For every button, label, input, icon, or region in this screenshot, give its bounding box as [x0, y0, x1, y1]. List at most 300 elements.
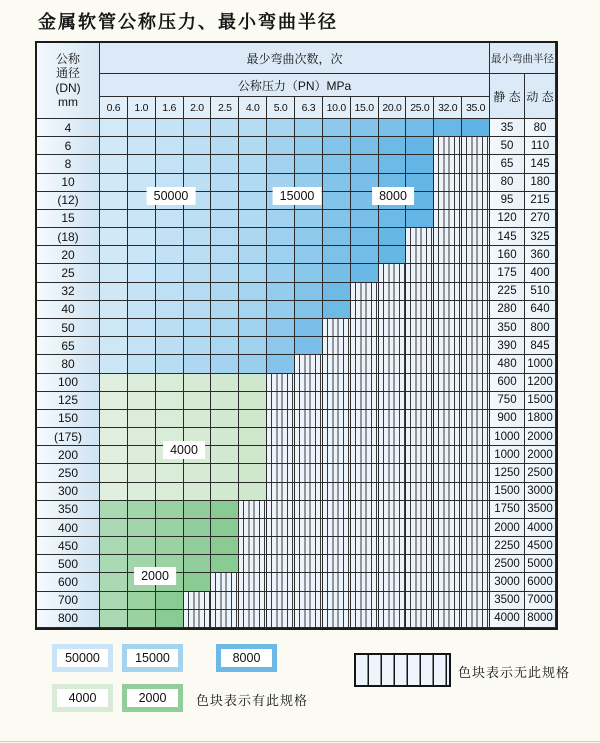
no-spec-cell: [434, 155, 462, 173]
spec-cell: [100, 119, 128, 137]
row-dn-label: 80: [37, 355, 100, 373]
no-spec-cell: [462, 446, 490, 464]
spec-cell: [128, 137, 156, 155]
spec-cell: [295, 246, 323, 264]
no-spec-cell: [406, 246, 434, 264]
spec-cell: [100, 283, 128, 301]
spec-cell: [156, 464, 184, 482]
spec-cell: [184, 573, 212, 591]
no-spec-cell: [267, 392, 295, 410]
no-spec-cell: [406, 501, 434, 519]
no-spec-cell: [267, 501, 295, 519]
dynamic-radius-value: 5000: [525, 555, 556, 573]
dynamic-radius-value: 6000: [525, 573, 556, 591]
spec-cell: [267, 264, 295, 282]
no-spec-cell: [351, 301, 379, 319]
row-dn-label: 250: [37, 464, 100, 482]
spec-cell: [211, 264, 239, 282]
static-radius-value: 1750: [490, 501, 525, 519]
spec-cell: [128, 228, 156, 246]
static-radius-value: 1000: [490, 428, 525, 446]
spec-cell: [100, 374, 128, 392]
spec-cell: [184, 483, 212, 501]
spec-cell: [379, 210, 407, 228]
spec-cell: [156, 210, 184, 228]
no-spec-cell: [406, 337, 434, 355]
static-radius-value: 900: [490, 410, 525, 428]
no-spec-cell: [462, 537, 490, 555]
no-spec-cell: [267, 446, 295, 464]
no-spec-cell: [379, 319, 407, 337]
dynamic-radius-value: 360: [525, 246, 556, 264]
spec-cell: [267, 301, 295, 319]
no-spec-cell: [379, 337, 407, 355]
no-spec-cell: [211, 610, 239, 628]
no-spec-cell: [239, 610, 267, 628]
row-dn-label: (12): [37, 192, 100, 210]
spec-cell: [156, 246, 184, 264]
spec-cell: [100, 501, 128, 519]
legend-has-spec-note: 色块表示有此规格: [196, 693, 309, 708]
no-spec-cell: [323, 410, 351, 428]
static-radius-value: 50: [490, 137, 525, 155]
no-spec-cell: [379, 573, 407, 591]
no-spec-cell: [267, 428, 295, 446]
no-spec-cell: [323, 464, 351, 482]
row-dn-label: 450: [37, 537, 100, 555]
no-spec-cell: [184, 610, 212, 628]
static-radius-value: 145: [490, 228, 525, 246]
spec-cell: [267, 246, 295, 264]
no-spec-cell: [379, 501, 407, 519]
spec-cell: [351, 228, 379, 246]
spec-cell: [211, 319, 239, 337]
spec-cell: [128, 319, 156, 337]
row-dn-label: 300: [37, 483, 100, 501]
no-spec-cell: [239, 592, 267, 610]
page-title: 金属软管公称压力、最小弯曲半径: [38, 12, 338, 33]
no-spec-cell: [434, 410, 462, 428]
spec-cell: [211, 301, 239, 319]
no-spec-cell: [434, 210, 462, 228]
no-spec-cell: [351, 374, 379, 392]
spec-cell: [128, 483, 156, 501]
spec-cell: [323, 264, 351, 282]
spec-cell: [184, 246, 212, 264]
row-dn-label: 800: [37, 610, 100, 628]
spec-cell: [239, 155, 267, 173]
no-spec-cell: [406, 573, 434, 591]
dynamic-radius-value: 2500: [525, 464, 556, 482]
spec-cell: [323, 283, 351, 301]
spec-cell: [295, 264, 323, 282]
spec-cell: [100, 210, 128, 228]
spec-cell: [267, 337, 295, 355]
no-spec-cell: [462, 555, 490, 573]
no-spec-cell: [379, 446, 407, 464]
spec-cell: [267, 210, 295, 228]
spec-cell: [351, 119, 379, 137]
dynamic-radius-value: 1500: [525, 392, 556, 410]
no-spec-cell: [351, 446, 379, 464]
no-spec-cell: [434, 174, 462, 192]
no-spec-cell: [406, 537, 434, 555]
no-spec-cell: [434, 428, 462, 446]
dynamic-radius-value: 270: [525, 210, 556, 228]
no-spec-cell: [462, 483, 490, 501]
static-radius-value: 175: [490, 264, 525, 282]
spec-cell: [267, 137, 295, 155]
dynamic-radius-value: 8000: [525, 610, 556, 628]
spec-cell: [267, 355, 295, 373]
header-bend-cycles: 最少弯曲次数，次: [100, 43, 490, 74]
spec-cell: [211, 374, 239, 392]
no-spec-cell: [462, 137, 490, 155]
header-pressure-value: 1.0: [128, 97, 156, 119]
dynamic-radius-value: 4500: [525, 537, 556, 555]
legend-swatch: [52, 644, 113, 672]
header-static: 静 态: [490, 74, 525, 119]
header-pressure-value: 0.6: [100, 97, 128, 119]
header-radius: 最小弯曲半径: [490, 43, 556, 74]
spec-cell: [156, 319, 184, 337]
no-spec-cell: [323, 446, 351, 464]
spec-cell: [295, 319, 323, 337]
spec-cell: [128, 428, 156, 446]
row-dn-label: 500: [37, 555, 100, 573]
no-spec-cell: [351, 519, 379, 537]
spec-cell: [211, 464, 239, 482]
no-spec-cell: [434, 610, 462, 628]
spec-cell: [323, 246, 351, 264]
no-spec-cell: [462, 246, 490, 264]
spec-cell: [267, 119, 295, 137]
spec-cell: [128, 392, 156, 410]
no-spec-cell: [462, 264, 490, 282]
no-spec-cell: [323, 337, 351, 355]
spec-cell: [184, 119, 212, 137]
no-spec-cell: [434, 501, 462, 519]
spec-cell: [128, 537, 156, 555]
row-dn-label: 600: [37, 573, 100, 591]
spec-cell: [351, 137, 379, 155]
no-spec-cell: [406, 283, 434, 301]
spec-cell: [239, 301, 267, 319]
spec-cell: [100, 446, 128, 464]
spec-cell: [100, 519, 128, 537]
spec-table: [35, 41, 558, 630]
no-spec-cell: [267, 519, 295, 537]
spec-cell: [184, 501, 212, 519]
static-radius-value: 2500: [490, 555, 525, 573]
spec-cell: [239, 246, 267, 264]
no-spec-cell: [379, 283, 407, 301]
dynamic-radius-value: 1200: [525, 374, 556, 392]
spec-cell: [239, 483, 267, 501]
spec-cell: [267, 228, 295, 246]
row-dn-label: 32: [37, 283, 100, 301]
no-spec-cell: [295, 555, 323, 573]
no-spec-cell: [434, 192, 462, 210]
no-spec-cell: [295, 483, 323, 501]
no-spec-cell: [351, 428, 379, 446]
spec-cell: [323, 119, 351, 137]
row-dn-label: 10: [37, 174, 100, 192]
header-pressure-value: 1.6: [156, 97, 184, 119]
spec-cell: [239, 264, 267, 282]
spec-cell: [100, 264, 128, 282]
row-dn-label: 700: [37, 592, 100, 610]
spec-cell: [239, 192, 267, 210]
row-dn-label: 20: [37, 246, 100, 264]
spec-cell: [239, 428, 267, 446]
no-spec-cell: [351, 592, 379, 610]
spec-cell: [100, 483, 128, 501]
spec-cell: [100, 319, 128, 337]
spec-cell: [211, 137, 239, 155]
no-spec-cell: [351, 337, 379, 355]
spec-cell: [100, 428, 128, 446]
static-radius-value: 95: [490, 192, 525, 210]
no-spec-cell: [434, 555, 462, 573]
spec-cell: [156, 483, 184, 501]
spec-cell: [211, 501, 239, 519]
no-spec-cell: [406, 264, 434, 282]
no-spec-cell: [462, 210, 490, 228]
header-pressure-value: 32.0: [434, 97, 462, 119]
no-spec-cell: [462, 174, 490, 192]
spec-cell: [211, 246, 239, 264]
no-spec-cell: [406, 355, 434, 373]
spec-cell: [239, 319, 267, 337]
spec-cell: [211, 192, 239, 210]
spec-cell: [239, 137, 267, 155]
no-spec-cell: [379, 355, 407, 373]
no-spec-cell: [406, 374, 434, 392]
no-spec-cell: [295, 519, 323, 537]
no-spec-cell: [406, 319, 434, 337]
no-spec-cell: [323, 501, 351, 519]
no-spec-cell: [239, 573, 267, 591]
header-pressure-value: 2.5: [211, 97, 239, 119]
no-spec-cell: [351, 537, 379, 555]
static-radius-value: 1250: [490, 464, 525, 482]
spec-cell: [184, 283, 212, 301]
static-radius-value: 2250: [490, 537, 525, 555]
legend-swatch-value: 15000: [127, 649, 178, 667]
spec-cell: [156, 228, 184, 246]
no-spec-cell: [406, 410, 434, 428]
spec-cell: [128, 519, 156, 537]
no-spec-cell: [434, 519, 462, 537]
spec-cell: [100, 555, 128, 573]
dynamic-radius-value: 325: [525, 228, 556, 246]
spec-cell: [128, 264, 156, 282]
spec-cell: [211, 446, 239, 464]
spec-cell: [462, 119, 490, 137]
no-spec-cell: [239, 519, 267, 537]
row-dn-label: 150: [37, 410, 100, 428]
spec-cell: [184, 155, 212, 173]
spec-cell: [323, 228, 351, 246]
dynamic-radius-value: 3500: [525, 501, 556, 519]
no-spec-cell: [379, 428, 407, 446]
static-radius-value: 1500: [490, 483, 525, 501]
cycle-region-label: 50000: [147, 187, 196, 205]
spec-cell: [239, 337, 267, 355]
static-radius-value: 750: [490, 392, 525, 410]
spec-cell: [295, 228, 323, 246]
spec-cell: [323, 301, 351, 319]
no-spec-cell: [267, 537, 295, 555]
no-spec-cell: [351, 610, 379, 628]
static-radius-value: 4000: [490, 610, 525, 628]
header-pressure-value: 25.0: [406, 97, 434, 119]
no-spec-cell: [267, 410, 295, 428]
spec-cell: [267, 319, 295, 337]
spec-cell: [100, 573, 128, 591]
no-spec-cell: [351, 283, 379, 301]
legend-swatch: [122, 684, 183, 712]
no-spec-cell: [351, 410, 379, 428]
no-spec-cell: [462, 610, 490, 628]
no-spec-cell: [434, 374, 462, 392]
no-spec-cell: [351, 319, 379, 337]
no-spec-cell: [239, 537, 267, 555]
no-spec-cell: [434, 319, 462, 337]
spec-cell: [239, 464, 267, 482]
spec-cell: [184, 337, 212, 355]
spec-cell: [239, 374, 267, 392]
legend-swatch-value: 50000: [57, 649, 108, 667]
spec-cell: [156, 337, 184, 355]
spec-cell: [156, 301, 184, 319]
spec-cell: [184, 355, 212, 373]
spec-cell: [211, 355, 239, 373]
spec-cell: [100, 355, 128, 373]
header-pressure-value: 6.3: [295, 97, 323, 119]
spec-cell: [406, 155, 434, 173]
row-dn-label: 6: [37, 137, 100, 155]
no-spec-cell: [434, 301, 462, 319]
no-spec-cell: [434, 573, 462, 591]
no-spec-cell: [379, 410, 407, 428]
no-spec-cell: [434, 537, 462, 555]
no-spec-cell: [462, 573, 490, 591]
spec-cell: [239, 174, 267, 192]
cycle-region-label: 8000: [372, 187, 414, 205]
spec-cell: [128, 410, 156, 428]
spec-cell: [184, 210, 212, 228]
legend-no-spec-swatch: [354, 653, 451, 687]
spec-cell: [128, 119, 156, 137]
spec-cell: [184, 264, 212, 282]
spec-cell: [156, 392, 184, 410]
spec-cell: [239, 355, 267, 373]
spec-cell: [100, 137, 128, 155]
no-spec-cell: [406, 392, 434, 410]
legend-swatch-value: 8000: [221, 649, 272, 667]
spec-cell: [100, 610, 128, 628]
no-spec-cell: [406, 592, 434, 610]
no-spec-cell: [379, 555, 407, 573]
row-dn-label: 25: [37, 264, 100, 282]
spec-cell: [379, 155, 407, 173]
header-pressure: 公称压力（PN）MPa: [100, 74, 490, 97]
spec-cell: [295, 155, 323, 173]
no-spec-cell: [462, 228, 490, 246]
header-pressure-value: 10.0: [323, 97, 351, 119]
static-radius-value: 1000: [490, 446, 525, 464]
spec-cell: [211, 337, 239, 355]
no-spec-cell: [295, 392, 323, 410]
static-radius-value: 350: [490, 319, 525, 337]
no-spec-cell: [295, 374, 323, 392]
no-spec-cell: [434, 264, 462, 282]
dynamic-radius-value: 510: [525, 283, 556, 301]
no-spec-cell: [434, 246, 462, 264]
row-dn-label: 4: [37, 119, 100, 137]
no-spec-cell: [295, 446, 323, 464]
header-pressure-value: 5.0: [267, 97, 295, 119]
spec-cell: [100, 537, 128, 555]
no-spec-cell: [351, 555, 379, 573]
static-radius-value: 35: [490, 119, 525, 137]
no-spec-cell: [295, 410, 323, 428]
cycle-region-label: 15000: [273, 187, 322, 205]
no-spec-cell: [323, 592, 351, 610]
no-spec-cell: [434, 337, 462, 355]
no-spec-cell: [295, 464, 323, 482]
no-spec-cell: [379, 519, 407, 537]
spec-cell: [184, 519, 212, 537]
no-spec-cell: [379, 264, 407, 282]
dynamic-radius-value: 4000: [525, 519, 556, 537]
no-spec-cell: [379, 483, 407, 501]
no-spec-cell: [295, 537, 323, 555]
spec-cell: [351, 155, 379, 173]
no-spec-cell: [406, 301, 434, 319]
no-spec-cell: [323, 610, 351, 628]
spec-cell: [100, 155, 128, 173]
spec-cell: [128, 355, 156, 373]
header-pressure-value: 2.0: [184, 97, 212, 119]
legend-swatch: [216, 644, 277, 672]
spec-cell: [128, 283, 156, 301]
spec-cell: [100, 192, 128, 210]
spec-cell: [156, 501, 184, 519]
dynamic-radius-value: 7000: [525, 592, 556, 610]
spec-cell: [128, 246, 156, 264]
spec-cell: [239, 446, 267, 464]
no-spec-cell: [351, 464, 379, 482]
spec-cell: [379, 137, 407, 155]
spec-cell: [379, 246, 407, 264]
no-spec-cell: [267, 483, 295, 501]
spec-cell: [128, 446, 156, 464]
no-spec-cell: [323, 355, 351, 373]
no-spec-cell: [323, 428, 351, 446]
spec-cell: [128, 210, 156, 228]
spec-cell: [211, 483, 239, 501]
spec-cell: [156, 537, 184, 555]
no-spec-cell: [323, 319, 351, 337]
spec-cell: [156, 119, 184, 137]
spec-cell: [100, 464, 128, 482]
static-radius-value: 80: [490, 174, 525, 192]
spec-cell: [295, 119, 323, 137]
spec-cell: [184, 537, 212, 555]
